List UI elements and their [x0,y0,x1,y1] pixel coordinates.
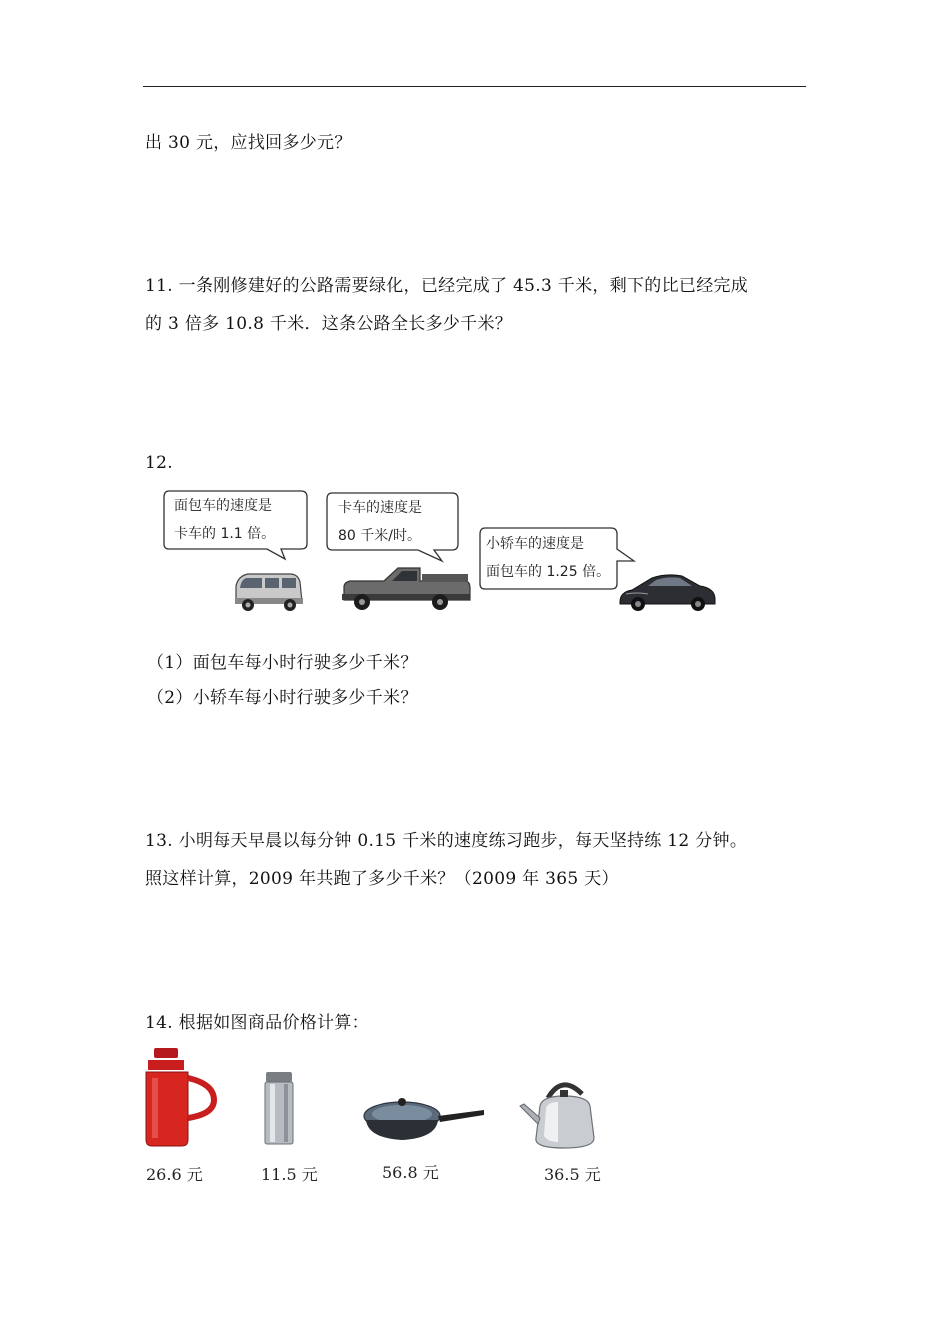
q11-line2: 的 3 倍多 10.8 千米．这条公路全长多少千米？ [145,314,513,334]
bubble-truck-line1: 卡车的速度是 [338,500,422,516]
bubble-truck-text [338,494,422,550]
q10-tail: 出 30 元，应找回多少元？ [145,133,352,153]
price-kettle: 36.5 元 [544,1165,601,1184]
bubble-truck-line2: 80 千米/时。 [338,528,421,544]
bubble-car-text [486,530,610,586]
price-cup: 11.5 元 [261,1165,318,1184]
q13-line1: 13. 小明每天早晨以每分钟 0.15 千米的速度练习跑步，每天坚持练 12 分钟。 [145,831,748,851]
price-thermos: 26.6 元 [146,1165,203,1184]
bubble-car-line2: 面包车的 1.25 倍。 [486,564,611,580]
bubble-van-line2: 卡车的 1.1 倍。 [174,526,276,542]
pan-icon [362,1088,486,1148]
bubble-car-line1: 小轿车的速度是 [486,536,584,552]
bubble-van-line1: 面包车的速度是 [174,498,272,514]
car-icon [618,570,718,614]
price-pan: 56.8 元 [382,1163,439,1182]
thermos-icon [144,1048,224,1148]
van-icon [232,570,304,614]
q13-line2: 照这样计算，2009 年共跑了多少千米？（2009 年 365 天） [145,869,619,889]
q11-line1: 11. 一条刚修建好的公路需要绿化，已经完成了 45.3 千米，剩下的比已经完成 [145,276,749,296]
q14-title: 14. 根据如图商品价格计算： [145,1013,369,1033]
kettle-icon [518,1076,608,1152]
q12-sub2: （2）小轿车每小时行驶多少千米？ [147,688,418,708]
header-rule [143,86,806,87]
cup-icon [264,1072,294,1146]
truck-icon [340,562,472,612]
bubble-van-text [174,492,275,548]
q12-sub1: （1）面包车每小时行驶多少千米？ [147,653,418,673]
q12-number: 12. [145,453,173,473]
